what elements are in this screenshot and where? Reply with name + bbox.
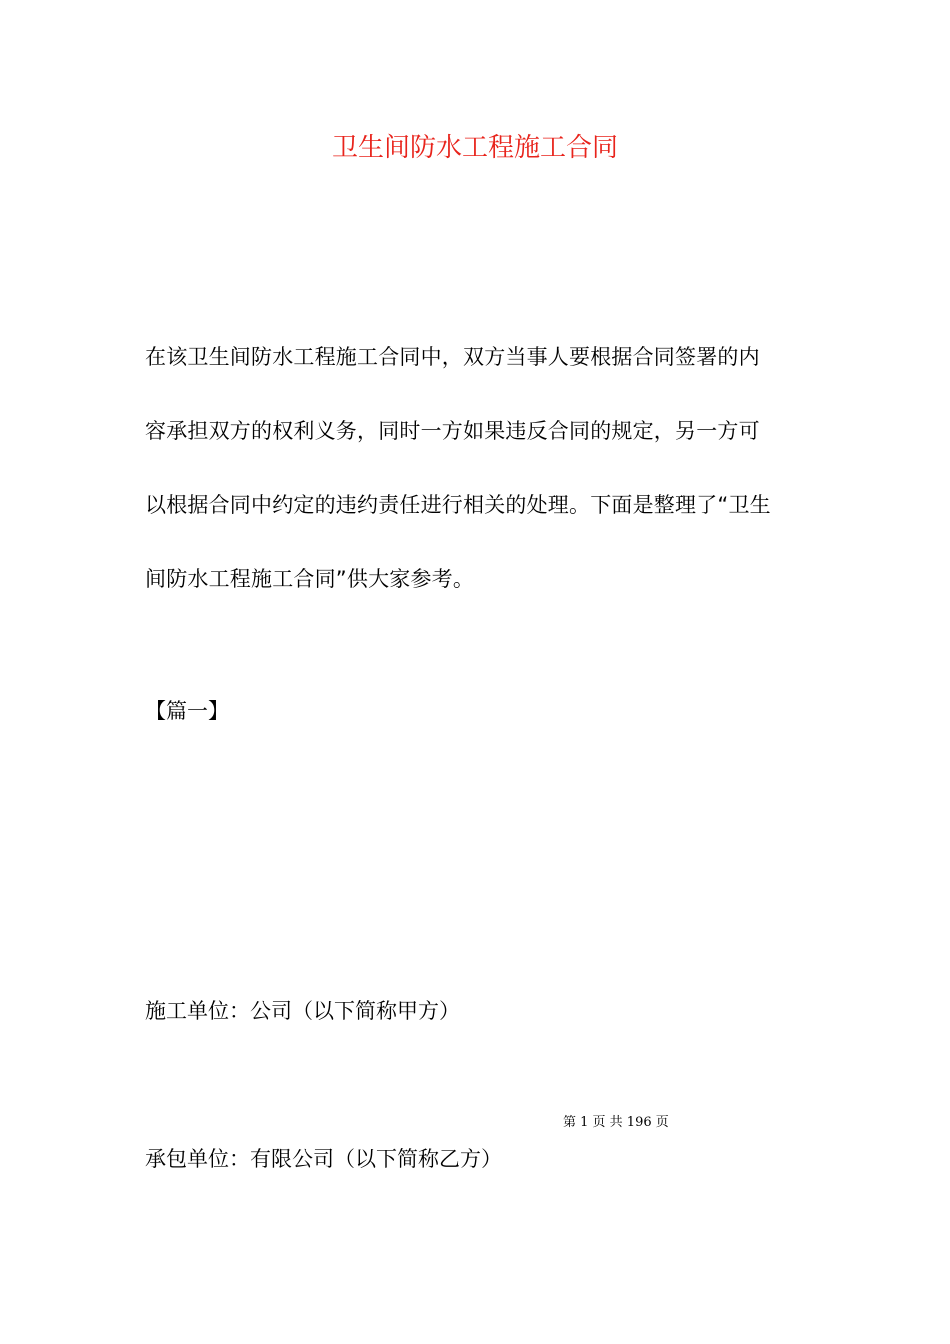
section-heading: 【篇一】 [145, 699, 229, 723]
document-title: 卫生间防水工程施工合同 [331, 133, 618, 163]
intro-line: 容承担双方的权利义务，同时一方如果违反合同的规定，另一方可 [145, 419, 760, 443]
party-a-line: 施工单位：公司（以下简称甲方） [145, 999, 460, 1023]
intro-paragraph [145, 320, 810, 616]
page-number-footer: 第 1 页 共 196 页 [563, 1115, 669, 1130]
intro-line: 以根据合同中约定的违约责任进行相关的处理。下面是整理了“卫生 [145, 493, 771, 517]
party-b-line: 承包单位：有限公司（以下简称乙方） [145, 1147, 502, 1171]
intro-line: 在该卫生间防水工程施工合同中，双方当事人要根据合同签署的内 [145, 345, 760, 369]
intro-line: 间防水工程施工合同”供大家参考。 [145, 567, 475, 591]
